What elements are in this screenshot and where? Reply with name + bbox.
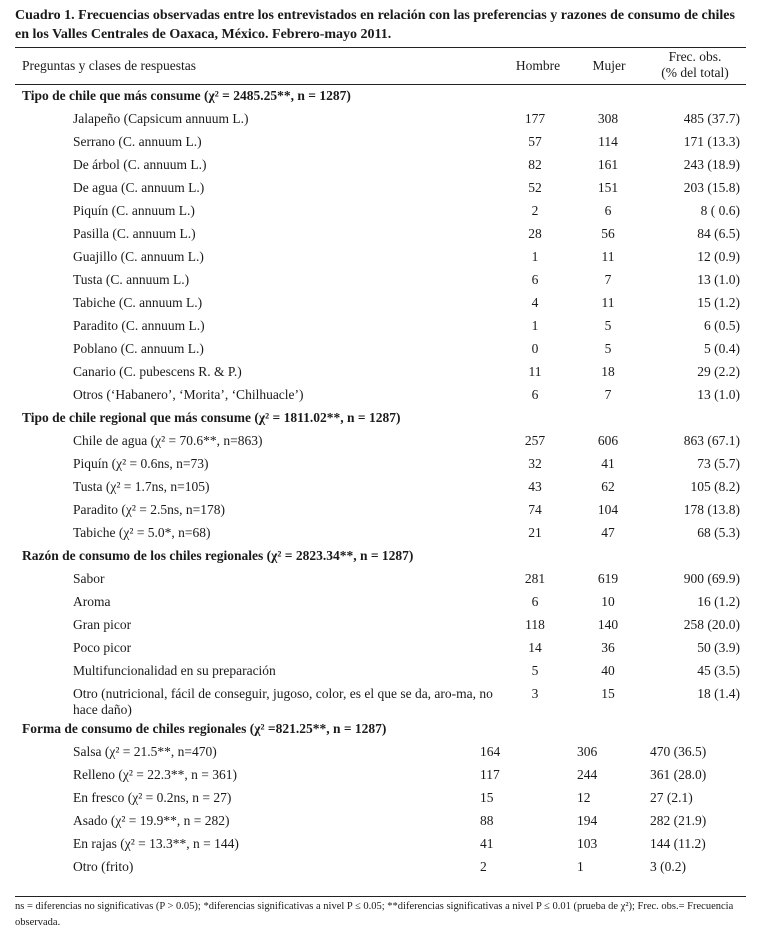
header-mujer: Mujer	[592, 58, 626, 73]
mujer-count: 41	[601, 456, 615, 471]
row-label: Poco picor	[73, 640, 132, 655]
hombre-count: 4	[531, 295, 539, 310]
mujer-count: 11	[601, 249, 615, 264]
row-label: Jalapeño (Capsicum annuum L.)	[73, 111, 249, 126]
row-label: Tusta (χ² = 1.7ns, n=105)	[73, 479, 210, 494]
row-label: Canario (C. pubescens R. & P.)	[73, 364, 242, 379]
mujer-count: 15	[601, 686, 615, 701]
frec-obs-value: 3 (0.2)	[650, 859, 686, 874]
row-label: Paradito (C. annuum L.)	[73, 318, 205, 333]
table-row	[0, 660, 757, 683]
frec-obs-value: 171 (13.3)	[683, 134, 740, 149]
row-label: En fresco (χ² = 0.2ns, n = 27)	[73, 790, 232, 805]
row-label: Aroma	[73, 594, 111, 609]
table-row	[0, 108, 757, 131]
frec-obs-value: 50 (3.9)	[697, 640, 740, 655]
row-label: Serrano (C. annuum L.)	[73, 134, 202, 149]
row-label: Pasilla (C. annuum L.)	[73, 226, 196, 241]
frec-obs-value: 68 (5.3)	[697, 525, 740, 540]
table-row	[0, 338, 757, 361]
mujer-count: 194	[577, 813, 598, 828]
table-row	[0, 568, 757, 591]
hombre-count: 2	[480, 859, 487, 874]
hombre-count: 52	[528, 180, 542, 195]
table-row	[0, 637, 757, 660]
hombre-count: 3	[531, 686, 539, 701]
hombre-count: 1	[531, 249, 539, 264]
mujer-count: 308	[597, 111, 619, 126]
frec-obs-value: 105 (8.2)	[690, 479, 740, 494]
table-row	[0, 430, 757, 453]
row-label: Asado (χ² = 19.9**, n = 282)	[73, 813, 230, 828]
table-row	[0, 223, 757, 246]
frec-obs-value: 900 (69.9)	[683, 571, 740, 586]
frec-obs-value: 84 (6.5)	[697, 226, 740, 241]
section-label: Razón de consumo de los chiles regionales (χ² = 2823.34**, n = 1287)	[22, 548, 414, 563]
hombre-count: 118	[525, 617, 545, 632]
hombre-count: 2	[531, 203, 539, 218]
hombre-count: 41	[480, 836, 494, 851]
frec-obs-value: 144 (11.2)	[650, 836, 706, 851]
hombre-count: 5	[531, 663, 539, 678]
section-label: Tipo de chile regional que más consume (χ² = 1811.02**, n = 1287)	[22, 410, 401, 425]
row-label: Salsa (χ² = 21.5**, n=470)	[73, 744, 217, 759]
mujer-count: 47	[601, 525, 615, 540]
frec-obs-value: 12 (0.9)	[697, 249, 740, 264]
row-label: Gran picor	[73, 617, 132, 632]
frec-obs-value: 29 (2.2)	[697, 364, 740, 379]
hombre-count: 6	[531, 387, 539, 402]
table-row	[0, 764, 757, 787]
section-label: Forma de consumo de chiles regionales (χ² =821.25**, n = 1287)	[22, 721, 387, 736]
hombre-count: 43	[528, 479, 542, 494]
mujer-count: 619	[597, 571, 619, 586]
mujer-count: 36	[601, 640, 615, 655]
frec-obs-value: 16 (1.2)	[697, 594, 740, 609]
row-label: Sabor	[73, 571, 105, 586]
mujer-count: 606	[597, 433, 619, 448]
mujer-count: 40	[601, 663, 615, 678]
mujer-count: 161	[597, 157, 619, 172]
hombre-count: 88	[480, 813, 494, 828]
hombre-count: 117	[480, 767, 500, 782]
hombre-count: 164	[480, 744, 501, 759]
row-label: Guajillo (C. annuum L.)	[73, 249, 204, 264]
table-caption: Cuadro 1. Frecuencias observadas entre los entrevistados en relación con las preferencias y razones de consumo de chiles en los Valles Centrales de Oaxaca, México. Febrero-mayo 2011.	[15, 8, 735, 42]
table-row	[0, 292, 757, 315]
table-row	[0, 177, 757, 200]
row-label: Poblano (C. annuum L.)	[73, 341, 204, 356]
section-label: Tipo de chile que más consume (χ² = 2485.25**, n = 1287)	[22, 88, 351, 103]
hombre-count: 6	[531, 272, 539, 287]
table-row	[0, 131, 757, 154]
mujer-count: 10	[601, 594, 615, 609]
row-label: Multifuncionalidad en su preparación	[73, 663, 276, 678]
mujer-count: 5	[604, 341, 612, 356]
table-row	[0, 591, 757, 614]
mujer-count: 1	[577, 859, 584, 874]
hombre-count: 74	[528, 502, 542, 517]
hombre-count: 281	[524, 571, 546, 586]
frec-obs-value: 203 (15.8)	[683, 180, 740, 195]
mujer-count: 306	[577, 744, 598, 759]
row-label: Piquín (C. annuum L.)	[73, 203, 195, 218]
table-row	[0, 154, 757, 177]
table-row	[0, 200, 757, 223]
hombre-count: 11	[528, 364, 542, 379]
row-label: Relleno (χ² = 22.3**, n = 361)	[73, 767, 237, 782]
top-rule	[15, 47, 746, 48]
table-row	[0, 833, 757, 856]
table-row	[0, 856, 757, 879]
hombre-count: 6	[531, 594, 539, 609]
header-frec	[650, 49, 740, 81]
mujer-count: 18	[601, 364, 615, 379]
frec-obs-value: 485 (37.7)	[683, 111, 740, 126]
row-label: Tusta (C. annuum L.)	[73, 272, 190, 287]
mujer-count: 114	[598, 134, 618, 149]
table-row	[0, 810, 757, 833]
frec-obs-value: 863 (67.1)	[683, 433, 740, 448]
row-label: En rajas (χ² = 13.3**, n = 144)	[73, 836, 239, 851]
frec-obs-value: 6 (0.5)	[704, 318, 740, 333]
table-row	[0, 522, 757, 545]
hombre-count: 0	[531, 341, 539, 356]
hombre-count: 28	[528, 226, 542, 241]
section-header-row	[0, 545, 757, 568]
table-row	[0, 683, 757, 718]
hombre-count: 14	[528, 640, 542, 655]
mujer-count: 104	[597, 502, 619, 517]
mujer-count: 62	[601, 479, 615, 494]
hombre-count: 57	[528, 134, 542, 149]
frec-obs-value: 27 (2.1)	[650, 790, 693, 805]
mujer-count: 103	[577, 836, 598, 851]
table-row	[0, 787, 757, 810]
table-row	[0, 269, 757, 292]
mujer-count: 244	[577, 767, 598, 782]
mujer-count: 140	[597, 617, 619, 632]
frec-obs-value: 258 (20.0)	[683, 617, 740, 632]
frec-obs-value: 15 (1.2)	[697, 295, 740, 310]
hombre-count: 1	[531, 318, 539, 333]
row-label: Otros (‘Habanero’, ‘Morita’, ‘Chilhuacle’)	[73, 387, 304, 402]
table-footnote: ns = diferencias no significativas (P > 0.05); *diferencias significativas a nivel P ≤ 0.05; **diferencias significativas a nivel P ≤ 0.01 (prueba de χ²); Frec. obs.= Frecuencia observada.	[15, 901, 734, 928]
frec-obs-value: 178 (13.8)	[683, 502, 740, 517]
mujer-count: 11	[601, 295, 615, 310]
table-row	[0, 246, 757, 269]
hombre-count: 177	[524, 111, 546, 126]
row-label: De agua (C. annuum L.)	[73, 180, 205, 195]
header-hombre: Hombre	[515, 58, 561, 73]
mujer-count: 7	[604, 272, 612, 287]
header-frec-line1: Frec. obs.	[668, 49, 722, 64]
hombre-count: 32	[528, 456, 542, 471]
mujer-count: 6	[604, 203, 612, 218]
bottom-rule	[15, 896, 746, 897]
table-row	[0, 315, 757, 338]
row-label: De árbol (C. annuum L.)	[73, 157, 207, 172]
row-label: Tabiche (C. annuum L.)	[73, 295, 203, 310]
mujer-count: 5	[604, 318, 612, 333]
table-row	[0, 384, 757, 407]
frec-obs-value: 5 (0.4)	[704, 341, 740, 356]
row-label: Paradito (χ² = 2.5ns, n=178)	[73, 502, 226, 517]
hombre-count: 257	[524, 433, 546, 448]
frec-obs-value: 361 (28.0)	[650, 767, 707, 782]
frec-obs-value: 13 (1.0)	[697, 387, 740, 402]
row-label: Otro (frito)	[73, 859, 134, 874]
mujer-count: 151	[597, 180, 619, 195]
table-row	[0, 741, 757, 764]
frec-obs-value: 45 (3.5)	[697, 663, 740, 678]
row-label: Piquín (χ² = 0.6ns, n=73)	[73, 456, 209, 471]
hombre-count: 15	[480, 790, 494, 805]
section-header-row	[0, 407, 757, 430]
row-label: Otro (nutricional, fácil de conseguir, jugoso, color, es el que se da, aro-ma, no hace daño)	[73, 686, 493, 717]
frec-obs-value: 18 (1.4)	[697, 686, 740, 701]
frec-obs-value: 13 (1.0)	[697, 272, 740, 287]
table-row	[0, 476, 757, 499]
table-row	[0, 614, 757, 637]
mujer-count: 56	[601, 226, 615, 241]
hombre-count: 21	[528, 525, 542, 540]
row-label: Tabiche (χ² = 5.0*, n=68)	[73, 525, 211, 540]
frec-obs-value: 243 (18.9)	[683, 157, 740, 172]
table-row	[0, 361, 757, 384]
frec-obs-value: 470 (36.5)	[650, 744, 707, 759]
frec-obs-value: 8 ( 0.6)	[700, 203, 740, 218]
table-body	[0, 85, 757, 879]
mujer-count: 12	[577, 790, 591, 805]
mujer-count: 7	[604, 387, 612, 402]
table-row	[0, 499, 757, 522]
section-header-row	[0, 85, 757, 108]
table-row	[0, 453, 757, 476]
row-label: Chile de agua (χ² = 70.6**, n=863)	[73, 433, 263, 448]
section-header-row	[0, 718, 757, 741]
header-frec-line2: (% del total)	[661, 65, 729, 80]
frec-obs-value: 73 (5.7)	[697, 456, 740, 471]
hombre-count: 82	[528, 157, 542, 172]
header-question: Preguntas y clases de respuestas	[22, 58, 196, 73]
frec-obs-value: 282 (21.9)	[650, 813, 707, 828]
